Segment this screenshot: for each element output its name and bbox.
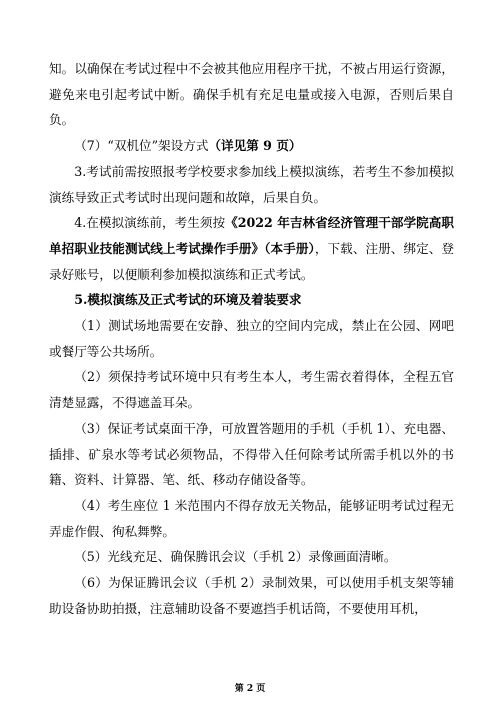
item-4-manual-title: 《2022 年吉林省经济管理干部学院高职单招职业技能测试线上考试操作手册》（本手册） [49,215,454,256]
item-4-tail: ，下载、注册、绑定、登录好账号，以便顺利参加模拟演练和正式考试。 [49,240,454,282]
paragraph-item-3: 3.考试前需按照报考学校要求参加线上模拟演练，若考生不参加模拟演练导致正式考试时出现问题和故障，后果自负。 [49,163,454,205]
requirement-3: （3）保证考试桌面干净，可放置答题用的手机（手机 1）、充电器、插排、矿泉水等考试必须物品，不得带入任何除考试所需手机以外的书籍、资料、计算器、笔、纸、移动存储设备等。 [49,420,454,488]
page-number: 第 2 页 [234,684,266,694]
requirement-1: （1）测试场地需要在安静、独立的空间内完成，禁止在公园、网吧或餐厅等公共场所。 [49,318,454,359]
requirement-6: （6）为保证腾讯会议（手机 2）录制效果，可以使用手机支架等辅助设备协助拍摄，注意辅助设备不要遮挡手机话筒，不要使用耳机， [49,575,454,616]
item-4-lead: 4.在模拟演练前，考生须按 [74,215,226,231]
paragraph-item-4 [49,210,454,287]
dual-camera-page-ref: （详见第 9 页） [208,138,302,154]
requirement-2: （2）须保持考试环境中只有考生本人，考生需衣着得体，全程五官清楚显露，不得遮盖耳朵。 [49,369,454,411]
document-body [49,56,454,621]
paragraph-dual-camera [49,133,454,159]
paragraph-continuation: 知。以确保在考试过程中不会被其他应用程序干扰，不被占用运行资源，避免来电引起考试中断。确保手机有充足电量或接入电源，否则后果自负。 [49,61,454,128]
section-heading-5: 5.模拟演练及正式考试的环境及着装要求 [74,292,302,308]
requirement-5: （5）光线充足、确保腾讯会议（手机 2）录像画面清晰。 [74,549,397,565]
requirement-4: （4）考生座位 1 米范围内不得存放无关物品，能够证明考试过程无弄虚作假、徇私舞弊。 [49,497,454,539]
dual-camera-text: （7）“双机位”架设方式 [74,138,209,154]
